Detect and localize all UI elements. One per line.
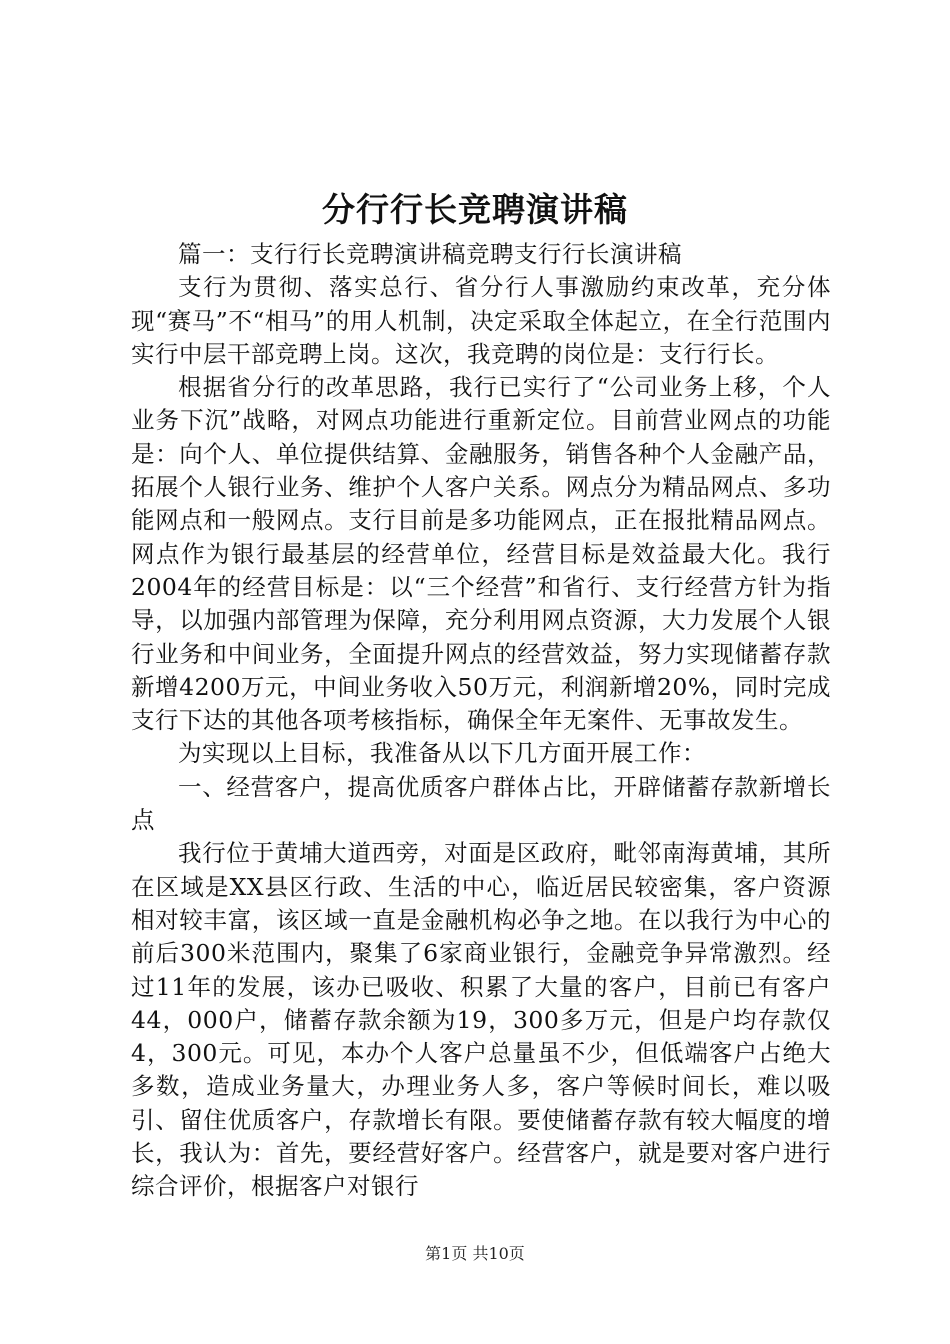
paragraph: 篇一：支行行长竞聘演讲稿竞聘支行行长演讲稿 xyxy=(178,240,682,268)
document-body xyxy=(131,238,831,1204)
paragraph: 根据省分行的改革思路，我行已实行了“公司业务上移，个人业务下沉”战略，对网点功能进行重新定位。目前营业网点的功能是：向个人、单位提供结算、金融服务，销售各种个人金融产品，拓展个人银行业务、维护个人客户关系。网点分为精品网点、多功能网点和一般网点。支行目前是多功能网点，正在报批精品网点。网点作为银行最基层的经营单位，经营目标是效益最大化。我行2004年的经营目标是：以“三个经营”和省行、支行经营方针为指导，以加强内部管理为保障，充分利用网点资源，大力发展个人银行业务和中间业务，全面提升网点的经营效益，努力实现储蓄存款新增4200万元，中间业务收入50万元，利润新增20%，同时完成支行下达的其他各项考核指标，确保全年无案件、无事故发生。 xyxy=(131,373,831,735)
paragraph: 为实现以上目标，我准备从以下几方面开展工作： xyxy=(178,739,706,768)
section-heading: 一、经营客户，提高优质客户群体占比，开辟储蓄存款新增长点 xyxy=(131,772,831,835)
paragraph: 支行为贯彻、落实总行、省分行人事激励约束改革，充分体现“赛马”不“相马”的用人机制，决定采取全体起立，在全行范围内实行中层干部竞聘上岗。这次，我竞聘的岗位是：支行行长。 xyxy=(131,273,831,368)
page-number-footer: 第1页 共10页 xyxy=(425,1244,525,1263)
document-title: 分行行长竞聘演讲稿 xyxy=(322,190,628,229)
paragraph: 我行位于黄埔大道西旁，对面是区政府，毗邻南海黄埔，其所在区域是XX县区行政、生活的中心，临近居民较密集，客户资源相对较丰富，该区域一直是金融机构必争之地。在以我行为中心的前后300米范围内，聚集了6家商业银行，金融竞争异常激烈。经过11年的发展，该办已吸收、积累了大量的客户，目前已有客户44，000户，储蓄存款余额为19，300多万元，但是户均存款仅4，300元。可见，本办个人客户总量虽不少，但低端客户占绝大多数，造成业务量大，办理业务人多，客户等候时间长，难以吸引、留住优质客户，存款增长有限。要使储蓄存款有较大幅度的增长，我认为：首先，要经营好客户。经营客户，就是要对客户进行综合评价，根据客户对银行 xyxy=(131,839,831,1201)
